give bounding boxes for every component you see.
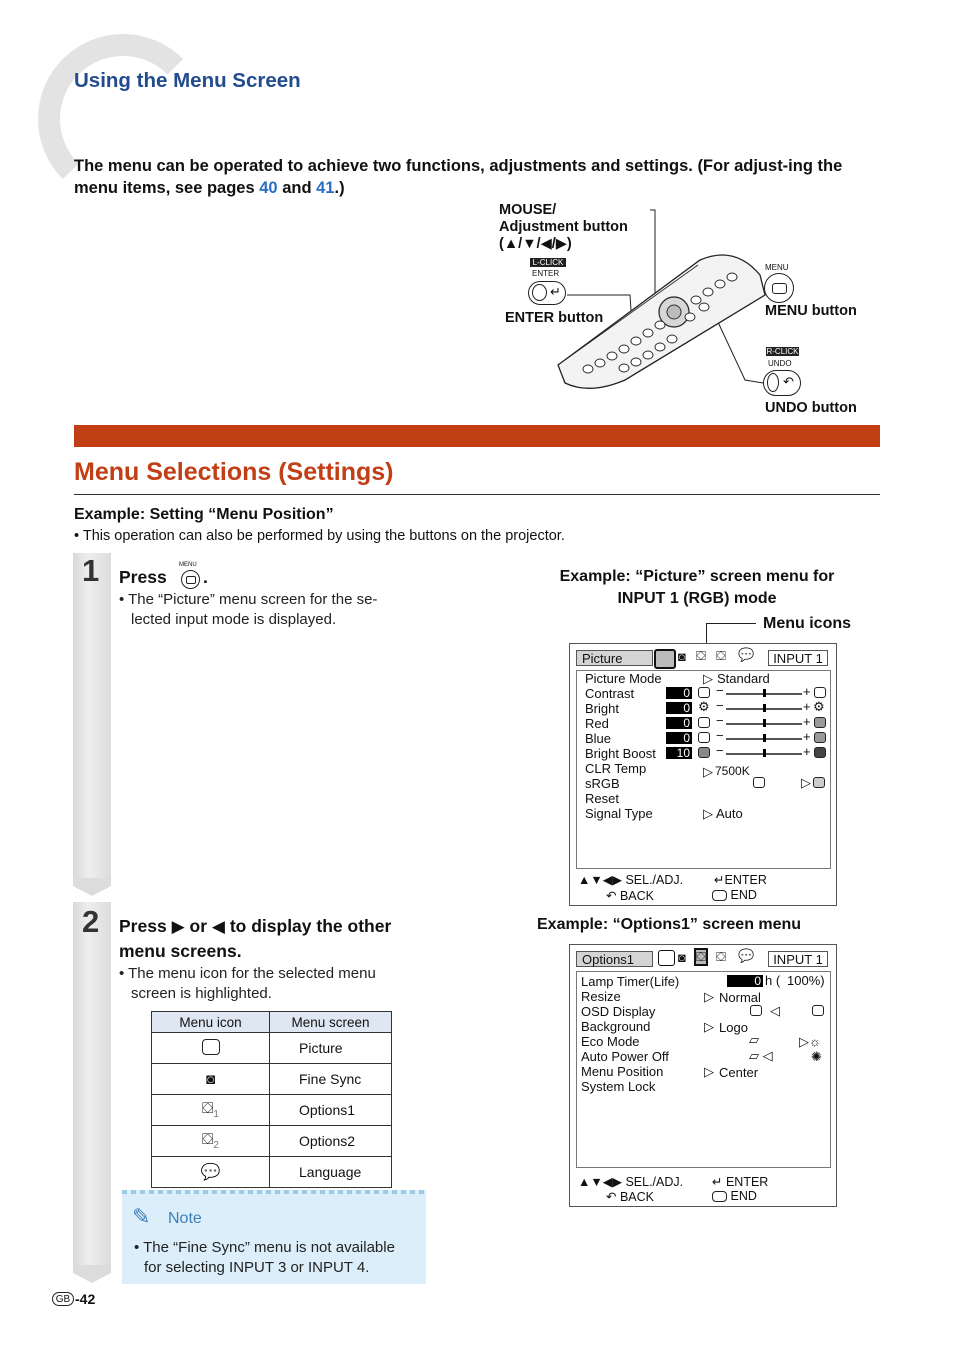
picture-caption-1: Example: “Picture” screen menu for bbox=[559, 568, 835, 585]
note-box bbox=[122, 1190, 426, 1284]
step2-title-rest: to display the other bbox=[229, 916, 392, 936]
enter-small-label: ENTER bbox=[532, 269, 560, 278]
menu-row-label[interactable]: OSD Display bbox=[581, 1004, 656, 1019]
table-row bbox=[152, 1033, 392, 1064]
nav-arrows-icon: ▲▼◀▶ bbox=[578, 1175, 626, 1189]
blue-value: 0 bbox=[666, 732, 692, 744]
footer-end-text: END bbox=[730, 1189, 757, 1203]
menu-row-label[interactable]: Bright Boost bbox=[585, 746, 656, 761]
step1-bullet-1: • The “Picture” menu screen for the se- bbox=[119, 591, 378, 608]
setting-arrow-icon: ▷ bbox=[704, 1019, 714, 1034]
menu-icons-label: Menu icons bbox=[763, 615, 852, 632]
enter-return-icon: ↵ bbox=[712, 1175, 726, 1189]
example-note: • This operation can also be performed by using the buttons on the projector. bbox=[74, 528, 565, 544]
menu-button-inline-icon bbox=[181, 570, 200, 589]
step2-bullet-1: • The menu icon for the selected menu bbox=[119, 965, 376, 982]
blue-low-icon bbox=[698, 732, 710, 743]
nav-arrows-icon: ▲▼◀▶ bbox=[578, 873, 626, 887]
note-line-1: • The “Fine Sync” menu is not available bbox=[134, 1239, 395, 1256]
osd-display-on-icon bbox=[750, 1005, 762, 1016]
picture-mode-value: Standard bbox=[717, 671, 770, 686]
footer-sel-adj bbox=[578, 1174, 683, 1189]
footer-back bbox=[606, 888, 654, 903]
region-badge: GB bbox=[52, 1292, 74, 1306]
menu-row-label[interactable]: Picture Mode bbox=[585, 671, 662, 686]
footer-enter bbox=[714, 872, 767, 887]
footer-enter-text: ENTER bbox=[725, 1175, 769, 1189]
step2-title bbox=[119, 914, 439, 963]
options2-icon[interactable]: ⛋ bbox=[716, 648, 726, 663]
page-link-41[interactable]: 41 bbox=[316, 179, 335, 197]
intro-text: The menu can be operated to achieve two functions, adjustments and settings. (For adjust-ing the menu items, see pages bbox=[74, 157, 843, 197]
bright-low-icon: ⚙ bbox=[698, 699, 710, 714]
example-heading: Example: Setting “Menu Position” bbox=[74, 506, 334, 523]
step1-bar-tip bbox=[73, 878, 111, 898]
step2-number: 2 bbox=[82, 904, 100, 939]
options1-icon: $⛋_1$ bbox=[152, 1095, 270, 1126]
bright-boost-low-icon bbox=[698, 747, 710, 758]
picture-menu-screen bbox=[569, 643, 837, 906]
menu-icon-table bbox=[151, 1011, 392, 1188]
options2-icon[interactable]: ⛋ bbox=[716, 949, 726, 964]
step2-title-line2: menu screens. bbox=[119, 941, 242, 961]
lamp-timer-unit: h ( bbox=[765, 973, 781, 988]
rclick-label: R-CLICK bbox=[766, 347, 799, 356]
table-row bbox=[152, 1126, 392, 1157]
red-high-icon bbox=[814, 717, 826, 728]
step2-or: or bbox=[189, 916, 208, 936]
menu-row-label[interactable]: sRGB bbox=[585, 776, 620, 791]
fine-sync-icon[interactable]: ◙ bbox=[678, 950, 686, 965]
undo-button-icon[interactable] bbox=[763, 370, 801, 396]
setting-arrow-icon: ▷ bbox=[801, 775, 811, 790]
menu-row-label[interactable]: Resize bbox=[581, 989, 621, 1004]
picture-icon bbox=[202, 1039, 220, 1055]
contrast-high-icon bbox=[814, 687, 826, 698]
footer-enter-text: ENTER bbox=[724, 873, 767, 887]
table-header-icon: Menu icon bbox=[152, 1012, 270, 1033]
menu-row-label[interactable]: Bright bbox=[585, 701, 619, 716]
tab-options1[interactable]: Options1 bbox=[576, 951, 653, 967]
options1-menu-list bbox=[576, 971, 831, 1168]
setting-arrow-icon: ▷ bbox=[703, 671, 713, 686]
enter-button-label: ENTER button bbox=[505, 310, 604, 326]
lamp-life-percent: 100%) bbox=[787, 973, 825, 988]
right-arrow-icon: ▶ bbox=[171, 917, 185, 936]
options1-menu-screen bbox=[569, 944, 837, 1207]
enter-return-icon: ↵ bbox=[714, 873, 725, 887]
table-cell-screen: Options1 bbox=[270, 1095, 392, 1126]
enter-button-icon[interactable] bbox=[528, 281, 566, 305]
footer-back bbox=[606, 1189, 654, 1204]
blue-high-icon bbox=[814, 732, 826, 743]
table-header-screen: Menu screen bbox=[270, 1012, 392, 1033]
mouse-label-3: (▲/▼/◀/▶) bbox=[499, 236, 572, 252]
menu-row-label[interactable]: System Lock bbox=[581, 1079, 656, 1094]
footer-back-text: BACK bbox=[619, 1190, 654, 1204]
tab-picture[interactable]: Picture bbox=[576, 650, 653, 666]
footer-back-text: BACK bbox=[619, 889, 654, 903]
signal-type-value: Auto bbox=[716, 806, 743, 821]
step1-number: 1 bbox=[82, 553, 100, 588]
menu-end-icon bbox=[712, 1191, 727, 1202]
language-icon[interactable]: 💬 bbox=[738, 948, 755, 963]
osd-display-off-icon bbox=[812, 1005, 824, 1016]
footer-sel-text: SEL./ADJ. bbox=[625, 873, 684, 887]
contrast-low-icon bbox=[698, 687, 710, 698]
menu-row-label[interactable]: Signal Type bbox=[585, 806, 653, 821]
picture-menu-list: Picture Mode ▷ Standard Contrast 0 − + Bright 0 ⚙ − + ⚙ Red 0 − + Blue 0 − + Bright Boost 10 − + CLR Temp ▷ 7500K sRGB ▷ Reset Signal Type ▷ Auto bbox=[576, 670, 831, 869]
setting-arrow-icon: ▷ bbox=[703, 806, 713, 821]
menu-position-value: Center bbox=[719, 1065, 759, 1080]
intro-paragraph bbox=[74, 155, 884, 199]
input-indicator: INPUT 1 bbox=[768, 650, 828, 666]
menu-selections-heading: Menu Selections (Settings) bbox=[74, 458, 394, 486]
options1-icon-selected[interactable]: ⛋ bbox=[696, 949, 706, 964]
menu-row-label[interactable]: Reset bbox=[585, 791, 619, 806]
step2-press: Press bbox=[119, 916, 167, 936]
intro-and: and bbox=[277, 179, 317, 197]
note-title: Note bbox=[168, 1210, 202, 1227]
red-low-icon bbox=[698, 717, 710, 728]
menu-icons-callout bbox=[706, 623, 756, 624]
srgb-off-icon bbox=[753, 777, 765, 788]
back-arrow-icon: ↶ bbox=[606, 1190, 620, 1204]
table-cell-screen: Fine Sync bbox=[270, 1064, 392, 1095]
eco-mode-lamp-icon: ▷☼ bbox=[799, 1034, 821, 1049]
heading-rule bbox=[74, 494, 880, 495]
options1-icon[interactable]: ⛋ bbox=[696, 648, 706, 663]
clr-temp-value: 7500K bbox=[715, 764, 750, 778]
red-value: 0 bbox=[666, 717, 692, 729]
step1-bullet bbox=[119, 590, 423, 630]
input-indicator: INPUT 1 bbox=[768, 951, 828, 967]
enter-arrow-icon: ↵ bbox=[550, 284, 561, 299]
menu-small-label: MENU bbox=[765, 263, 789, 272]
step1-menu-small: MENU bbox=[179, 562, 197, 568]
section-color-bar bbox=[74, 425, 880, 447]
back-arrow-icon: ↶ bbox=[606, 889, 620, 903]
page-number: -42 bbox=[75, 1291, 96, 1307]
footer-sel-text: SEL./ADJ. bbox=[625, 1175, 684, 1189]
pencil-icon: ✎ bbox=[132, 1204, 151, 1229]
setting-arrow-icon: ▷ bbox=[704, 1064, 714, 1079]
fine-sync-icon[interactable]: ◙ bbox=[678, 649, 686, 664]
table-row bbox=[152, 1064, 392, 1095]
step1-bullet-2: lected input mode is displayed. bbox=[131, 611, 337, 628]
table-row bbox=[152, 1157, 392, 1188]
auto-power-off-state-icon: ✺ bbox=[811, 1049, 822, 1064]
step1-period: . bbox=[203, 567, 208, 587]
table-row bbox=[152, 1095, 392, 1126]
menu-button-icon[interactable] bbox=[764, 273, 794, 303]
picture-icon[interactable] bbox=[658, 950, 675, 966]
footer-end bbox=[712, 1189, 757, 1203]
step2-bullet-2: screen is highlighted. bbox=[131, 985, 272, 1002]
eco-mode-icon: ▱ bbox=[749, 1032, 759, 1047]
options-example-caption: Example: “Options1” screen menu bbox=[537, 916, 802, 933]
step2-bullet bbox=[119, 964, 423, 1004]
mouse-label-2: Adjustment button bbox=[499, 219, 628, 235]
language-icon: 💬 bbox=[152, 1157, 270, 1188]
contrast-value: 0 bbox=[666, 687, 692, 699]
bright-high-icon: ⚙ bbox=[813, 699, 825, 714]
picture-example-caption bbox=[537, 566, 857, 610]
undo-small-label: UNDO bbox=[768, 359, 792, 368]
fine-sync-icon: ◙ bbox=[152, 1064, 270, 1095]
setting-arrow-icon: ▷ bbox=[703, 764, 713, 779]
menu-row-label[interactable]: Auto Power Off bbox=[581, 1049, 669, 1064]
step1-press: Press bbox=[119, 567, 167, 587]
menu-end-icon bbox=[712, 890, 727, 901]
table-cell-screen: Options2 bbox=[270, 1126, 392, 1157]
section-title: Using the Menu Screen bbox=[74, 69, 301, 92]
menu-row-label[interactable]: CLR Temp bbox=[585, 761, 647, 776]
page-link-40[interactable]: 40 bbox=[259, 179, 278, 197]
undo-button-label: UNDO button bbox=[765, 400, 857, 416]
lamp-timer-value: 0 bbox=[727, 975, 763, 987]
menu-row-label[interactable]: Background bbox=[581, 1019, 651, 1034]
options2-icon: $⛋_2$ bbox=[152, 1126, 270, 1157]
note-line-2: for selecting INPUT 3 or INPUT 4. bbox=[144, 1259, 370, 1276]
bright-boost-value: 10 bbox=[666, 747, 692, 759]
table-cell-screen: Language bbox=[270, 1157, 392, 1188]
menu-row-label[interactable]: Eco Mode bbox=[581, 1034, 640, 1049]
step2-bar bbox=[73, 902, 111, 1266]
left-arrow-icon: ◀ bbox=[211, 917, 225, 936]
note-text bbox=[134, 1238, 395, 1278]
menu-row-label[interactable]: Blue bbox=[585, 731, 612, 746]
background-value: Logo bbox=[719, 1020, 748, 1035]
menu-row-label[interactable]: Lamp Timer(Life) bbox=[581, 974, 680, 989]
setting-arrow-icon: ▷ bbox=[704, 989, 714, 1004]
step1-bar bbox=[73, 553, 111, 879]
intro-end: .) bbox=[334, 179, 345, 197]
bright-boost-high-icon bbox=[814, 747, 826, 758]
mouse-label-1: MOUSE/ bbox=[499, 202, 557, 218]
setting-arrow-icon: ◁ bbox=[770, 1003, 780, 1018]
footer-sel-adj bbox=[578, 872, 683, 887]
bright-value: 0 bbox=[666, 702, 692, 714]
table-cell-screen: Picture bbox=[270, 1033, 392, 1064]
srgb-on-icon bbox=[813, 777, 825, 788]
picture-caption-2: INPUT 1 (RGB) mode bbox=[617, 590, 777, 607]
footer-end bbox=[712, 888, 757, 902]
menu-row-label[interactable]: Menu Position bbox=[581, 1064, 664, 1079]
resize-value: Normal bbox=[719, 990, 761, 1005]
step2-bar-tip bbox=[73, 1265, 111, 1285]
undo-arrow-icon: ↶ bbox=[783, 374, 794, 389]
menu-row-label[interactable]: Red bbox=[585, 716, 609, 731]
footer-enter bbox=[712, 1174, 768, 1189]
lclick-label: L-CLICK bbox=[530, 258, 566, 267]
footer-end-text: END bbox=[730, 888, 757, 902]
language-icon[interactable]: 💬 bbox=[738, 647, 755, 662]
auto-power-off-icon: ▱ ◁ bbox=[749, 1048, 773, 1063]
step1-title bbox=[119, 565, 167, 589]
menu-button-label: MENU button bbox=[765, 303, 857, 319]
picture-icon-selected[interactable] bbox=[654, 649, 676, 669]
menu-row-label[interactable]: Contrast bbox=[585, 686, 635, 701]
